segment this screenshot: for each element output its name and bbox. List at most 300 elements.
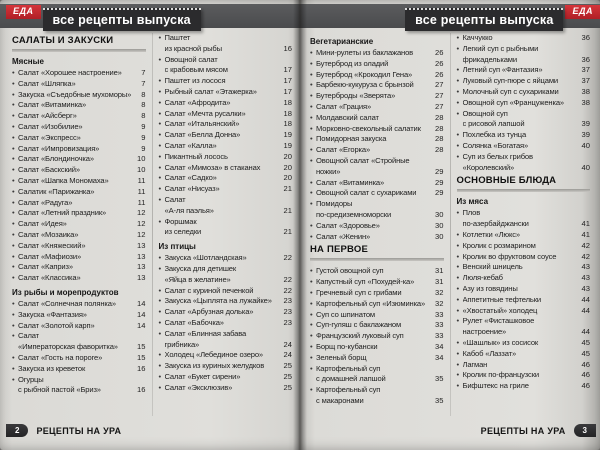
bullet-icon: •: [158, 350, 162, 360]
recipe-page-number: 44: [581, 327, 590, 337]
recipe-name: Салат «Каприз»: [18, 262, 73, 272]
column-divider: [450, 33, 451, 416]
recipe-name: Салат «Золотой карп»: [18, 320, 95, 330]
recipe-name: Бутерброды «Зверята»: [316, 91, 396, 101]
recipe-page-number: 40: [581, 140, 590, 150]
toc-item: [310, 124, 444, 135]
recipe-name: Аппетитные тефтельки: [462, 294, 541, 304]
bullet-icon: •: [310, 309, 313, 319]
bullet-icon: •: [310, 177, 313, 187]
recipe-name: Молочный суп с сухариками: [462, 86, 559, 96]
bullet-icon: •: [310, 352, 313, 362]
bullet-icon: •: [158, 253, 162, 263]
recipe-page-number: 36: [581, 33, 590, 42]
bullet-icon: •: [456, 283, 460, 293]
recipe-name: Салат «Импровизация»: [18, 143, 100, 153]
bullet-icon: •: [12, 175, 15, 185]
bullet-icon: •: [456, 151, 460, 161]
recipe-name: Салат «Айсберг»: [18, 111, 77, 121]
bullet-icon: •: [12, 331, 15, 341]
recipe-page-number: 29: [435, 177, 444, 187]
bullet-icon: •: [456, 251, 460, 261]
bullet-icon: •: [158, 328, 162, 338]
toc-item: [12, 353, 146, 364]
recipe-name: Капустный суп «Похудей-ка»: [316, 277, 415, 287]
recipe-name: Гречневый суп с грибами: [316, 287, 402, 297]
recipe-page-number: 42: [581, 251, 590, 261]
bullet-icon: •: [456, 337, 460, 347]
toc-item: [457, 284, 591, 295]
toc-item: [12, 144, 146, 155]
toc-item: [457, 241, 591, 252]
toc-item: [457, 252, 591, 263]
recipe-name: Суп из белых грибов «Королевский»: [462, 151, 533, 172]
recipe-page-number: 15: [137, 352, 146, 362]
subsection-heading: Мясные: [12, 57, 44, 66]
bullet-icon: •: [12, 208, 15, 218]
recipe-page-number: 26: [435, 48, 444, 57]
recipe-page-number: 43: [581, 273, 590, 283]
recipe-name: Салат «Здоровье»: [316, 220, 380, 230]
recipe-page-number: 23: [283, 307, 292, 317]
recipe-name: Салат «Баскский»: [18, 165, 80, 175]
toc-item: [159, 383, 293, 394]
recipe-name: Салат «Классика»: [18, 273, 81, 283]
toc-item: [159, 217, 293, 239]
page-number-badge: 3: [574, 424, 596, 437]
recipe-name: Бутерброд «Крокодил Гена»: [316, 69, 413, 79]
toc-item: [12, 154, 146, 165]
recipe-page-number: 14: [137, 320, 146, 330]
bullet-icon: •: [12, 89, 15, 99]
left-header-banner: [0, 4, 300, 28]
section-heading: ОСНОВНЫЕ БЛЮДА: [456, 175, 557, 187]
right-footer: [300, 424, 600, 437]
bullet-icon: •: [12, 273, 15, 283]
toc-item: [12, 273, 146, 284]
recipe-name: Салат «Шапка Мономаха»: [18, 175, 109, 185]
toc-item: [12, 68, 146, 79]
recipe-page-number: 30: [435, 220, 444, 230]
toc-item: [310, 59, 444, 70]
recipe-name: Холодец «Лебединое озеро»: [164, 350, 263, 360]
bullet-icon: •: [310, 385, 313, 395]
recipe-name: Каччукко: [462, 33, 493, 42]
bullet-icon: •: [456, 273, 460, 283]
toc-item: [310, 288, 444, 299]
recipe-page-number: 25: [283, 361, 292, 371]
recipe-page-number: 29: [435, 166, 444, 176]
toc-item: [457, 381, 591, 392]
recipe-name: Помидоры по-средиземноморски: [316, 199, 392, 219]
toc-item: [457, 338, 591, 349]
recipe-name: Салат «Эксклюзив»: [164, 382, 233, 392]
section-heading: НА ПЕРВОЕ: [310, 244, 369, 256]
right-page: [300, 0, 600, 450]
recipe-name: Салат «Гость на пороге»: [18, 352, 103, 362]
toc-item: [310, 364, 444, 386]
toc-item: [159, 76, 293, 87]
toc-item: [457, 141, 591, 152]
bullet-icon: •: [456, 65, 460, 75]
bullet-icon: •: [12, 100, 15, 110]
recipe-page-number: 27: [435, 80, 444, 90]
bullet-icon: •: [158, 54, 162, 64]
recipe-name: Барбекю-кукуруза с брынзой: [316, 80, 414, 90]
recipe-name: Кролик по-французски: [462, 370, 539, 380]
bullet-icon: •: [456, 33, 460, 42]
recipe-page-number: 27: [435, 101, 444, 111]
bullet-icon: •: [310, 298, 313, 308]
recipe-page-number: 18: [283, 108, 292, 118]
recipe-page-number: 7: [141, 68, 146, 77]
toc-item: [12, 375, 146, 397]
bullet-icon: •: [12, 363, 15, 373]
recipe-name: Кабоб «Лаззат»: [462, 348, 517, 358]
bullet-icon: •: [310, 48, 313, 57]
page-number-badge: 2: [6, 424, 28, 437]
toc-item: [310, 199, 444, 221]
bullet-icon: •: [158, 361, 162, 371]
recipe-page-number: 46: [581, 381, 590, 391]
toc-item: [457, 208, 591, 230]
toc-item: [159, 296, 293, 307]
bullet-icon: •: [12, 121, 15, 131]
bullet-icon: •: [310, 155, 313, 165]
recipe-name: Овощной салат с сухариками: [316, 188, 417, 198]
recipe-page-number: 13: [137, 262, 146, 272]
recipe-page-number: 11: [137, 175, 146, 185]
recipe-page-number: 28: [435, 112, 444, 122]
recipe-name: Молдавский салат: [316, 112, 379, 122]
section-heading: САЛАТЫ И ЗАКУСКИ: [12, 35, 114, 46]
bullet-icon: •: [310, 69, 313, 79]
recipe-page-number: 8: [141, 100, 146, 110]
recipe-page-number: 28: [435, 123, 444, 133]
toc-item: [12, 187, 146, 198]
toc-item: [310, 277, 444, 288]
recipe-page-number: 41: [581, 219, 590, 229]
recipe-name: Венский шницель: [462, 262, 523, 272]
toc-item: [310, 221, 444, 232]
recipe-page-number: 46: [581, 359, 590, 369]
recipe-name: Суп-гуляш с баклажаном: [316, 320, 402, 330]
bullet-icon: •: [12, 78, 15, 88]
toc-item: [310, 353, 444, 364]
recipe-page-number: 16: [137, 385, 146, 395]
toc-item: [159, 286, 293, 297]
section-rule: [12, 49, 146, 52]
recipe-page-number: 8: [141, 89, 146, 99]
recipe-page-number: 25: [283, 371, 292, 381]
recipe-name: Бутерброд из оладий: [316, 58, 389, 68]
recipe-page-number: 22: [283, 253, 292, 263]
recipe-name: Салат «А-ля паэлья»: [164, 194, 214, 215]
recipe-name: Закуска «Съедобные мухоморы»: [18, 89, 132, 99]
recipe-name: Салат «Императорская фаворитка»: [18, 331, 118, 352]
toc-item: [159, 163, 293, 174]
bullet-icon: •: [310, 91, 313, 101]
toc-item: [457, 44, 591, 66]
recipe-page-number: 31: [435, 266, 444, 276]
recipe-name: Салат «Летний праздник»: [18, 208, 107, 218]
recipe-page-number: 37: [581, 76, 590, 86]
recipe-name: Овощной салат с крабовым мясом: [164, 54, 228, 75]
subsection-heading: Вегетарианские: [310, 37, 374, 46]
recipe-name: Люля-кебаб: [462, 273, 503, 283]
recipe-page-number: 9: [141, 132, 146, 142]
recipe-name: Луковый суп-пюре с яйцами: [462, 76, 558, 86]
bullet-icon: •: [456, 305, 460, 315]
recipe-page-number: 35: [435, 395, 444, 405]
toc-item: [310, 266, 444, 277]
recipe-page-number: 25: [283, 382, 292, 392]
bullet-icon: •: [456, 130, 460, 140]
toc-item: [457, 370, 591, 381]
bullet-icon: •: [310, 266, 313, 276]
recipe-page-number: 43: [581, 262, 590, 272]
bullet-icon: •: [158, 33, 162, 42]
bullet-icon: •: [310, 112, 313, 122]
bullet-icon: •: [12, 219, 15, 229]
bullet-icon: •: [12, 309, 15, 319]
recipe-page-number: 30: [435, 231, 444, 241]
recipe-page-number: 29: [435, 188, 444, 198]
toc-item: [310, 310, 444, 321]
toc-item: [159, 109, 293, 120]
toc-item: [159, 307, 293, 318]
recipe-name: Салат «Хорошее настроение»: [18, 68, 122, 77]
toc-item: [310, 80, 444, 91]
bullet-icon: •: [456, 140, 460, 150]
bullet-icon: •: [12, 320, 15, 330]
bullet-icon: •: [12, 262, 15, 272]
bullet-icon: •: [158, 371, 162, 381]
recipe-name: Огурцы с рыбной пастой «Бриз»: [18, 374, 101, 395]
toc-item: [159, 55, 293, 77]
recipe-page-number: 24: [283, 350, 292, 360]
bullet-icon: •: [158, 216, 162, 226]
bullet-icon: •: [456, 86, 460, 96]
recipe-page-number: 14: [137, 309, 146, 319]
recipe-page-number: 23: [283, 296, 292, 306]
recipe-page-number: 13: [137, 273, 146, 283]
recipe-page-number: 42: [581, 240, 590, 250]
recipe-name: Борщ по-кубански: [316, 341, 378, 351]
recipe-name: Салат «Мозаика»: [18, 229, 79, 239]
toc-item: [310, 134, 444, 145]
bullet-icon: •: [12, 186, 15, 196]
bullet-icon: •: [12, 132, 15, 142]
section-rule: [310, 258, 444, 261]
bullet-icon: •: [12, 352, 15, 362]
toc-item: [159, 152, 293, 163]
bullet-icon: •: [310, 101, 313, 111]
toc-item: [310, 178, 444, 189]
recipe-name: Картофельный суп с макаронами: [316, 385, 381, 405]
recipe-name: Салат «Солнечная полянка»: [18, 298, 116, 308]
bullet-icon: •: [158, 173, 162, 183]
recipe-page-number: 21: [283, 184, 292, 194]
recipe-page-number: 16: [283, 43, 292, 53]
recipe-page-number: 34: [435, 352, 444, 362]
recipe-page-number: 20: [283, 173, 292, 183]
footer-title: РЕЦЕПТЫ НА УРА: [36, 425, 122, 436]
toc-item: [159, 264, 293, 286]
header-title-left: все рецепты выпуска: [43, 8, 201, 31]
recipe-page-number: 44: [581, 305, 590, 315]
recipe-name: Салат «Мечта русалки»: [164, 108, 246, 118]
bullet-icon: •: [158, 86, 162, 96]
recipe-page-number: 39: [581, 119, 590, 129]
bullet-icon: •: [158, 263, 162, 273]
bullet-icon: •: [310, 134, 313, 144]
bullet-icon: •: [158, 307, 162, 317]
toc-item: [12, 165, 146, 176]
recipe-page-number: 16: [137, 363, 146, 373]
recipe-page-number: 33: [435, 331, 444, 341]
bullet-icon: •: [158, 317, 162, 327]
left-footer: [0, 424, 300, 437]
recipe-name: Салат «Белла Донна»: [164, 130, 241, 140]
recipe-name: Пикантный лосось: [164, 151, 228, 161]
toc-item: [12, 133, 146, 144]
recipe-name: Рулет «Фисташковое настроение»: [462, 316, 535, 337]
toc-item: [457, 98, 591, 109]
toc-item: [159, 184, 293, 195]
subsection-heading: Из птицы: [158, 242, 196, 252]
recipe-name: Морковно-свекольный салатик: [316, 123, 421, 133]
recipe-name: Кролик с розмарином: [462, 240, 536, 250]
recipe-page-number: 41: [581, 229, 590, 239]
recipe-page-number: 10: [137, 154, 146, 164]
recipe-page-number: 22: [283, 274, 292, 284]
recipe-name: Солянка «Богатая»: [462, 140, 529, 150]
recipe-name: «Шашлык» из сосисок: [462, 337, 539, 347]
toc-item: [310, 113, 444, 124]
recipe-name: Салат «Грация»: [316, 101, 372, 111]
recipe-page-number: 31: [435, 277, 444, 287]
recipe-page-number: 44: [581, 294, 590, 304]
toc-item: [457, 65, 591, 76]
bullet-icon: •: [12, 111, 15, 121]
toc-item: [12, 230, 146, 241]
recipe-page-number: 32: [435, 287, 444, 297]
toc-item: [310, 48, 444, 59]
bullet-icon: •: [456, 370, 460, 380]
recipe-page-number: 13: [137, 240, 146, 250]
recipe-page-number: 27: [435, 91, 444, 101]
bullet-icon: •: [158, 151, 162, 161]
left-page-content: [12, 33, 292, 416]
recipe-name: Паштет из красной рыбы: [164, 33, 222, 53]
bullet-icon: •: [158, 140, 162, 150]
recipe-name: Плов по-азербайджански: [462, 208, 529, 229]
toc-item: [457, 87, 591, 98]
bullet-icon: •: [158, 194, 162, 204]
recipe-name: Салат «Идея»: [18, 219, 67, 229]
recipe-name: Паштет из лосося: [164, 76, 226, 86]
recipe-name: Закуска для детишек «Яйца в желатине»: [164, 263, 237, 284]
bullet-icon: •: [310, 80, 313, 90]
recipe-name: Кролик во фруктовом соусе: [462, 251, 557, 261]
toc-item: [12, 321, 146, 332]
recipe-name: Картофельный суп «Изюминка»: [316, 298, 426, 308]
toc-item: [159, 130, 293, 141]
toc-item: [12, 252, 146, 263]
recipe-page-number: 7: [141, 78, 146, 88]
recipe-name: Похлебка из тунца: [462, 130, 527, 140]
recipe-name: Картофельный суп с домашней лапшой: [316, 363, 386, 384]
recipe-name: Овощной суп с рисовой лапшой: [462, 108, 525, 129]
recipe-name: Салатик «Парижанка»: [18, 186, 95, 196]
bullet-icon: •: [12, 68, 15, 77]
recipe-page-number: 37: [581, 65, 590, 75]
toc-item: [457, 349, 591, 360]
recipe-name: Салат «Букет сирени»: [164, 371, 241, 381]
bullet-icon: •: [310, 220, 313, 230]
bullet-icon: •: [158, 108, 162, 118]
toc-item: [310, 102, 444, 113]
bullet-icon: •: [12, 374, 15, 384]
recipe-page-number: 34: [435, 341, 444, 351]
recipe-page-number: 33: [435, 309, 444, 319]
bullet-icon: •: [12, 143, 15, 153]
recipe-page-number: 26: [435, 69, 444, 79]
recipe-page-number: 13: [137, 251, 146, 261]
recipe-name: Салат «Витаминка»: [18, 100, 87, 110]
toc-item: [159, 318, 293, 329]
recipe-page-number: 14: [137, 298, 146, 308]
recipe-page-number: 28: [435, 145, 444, 155]
recipe-name: Салат «Калла»: [164, 140, 217, 150]
recipe-page-number: 18: [283, 119, 292, 129]
toc-item: [12, 100, 146, 111]
toc-column-3: [310, 33, 444, 416]
recipe-page-number: 23: [283, 317, 292, 327]
recipe-page-number: 19: [283, 130, 292, 140]
recipe-page-number: 33: [435, 320, 444, 330]
toc-item: [457, 130, 591, 141]
bullet-icon: •: [158, 97, 162, 107]
bullet-icon: •: [310, 58, 313, 68]
toc-item: [159, 361, 293, 372]
recipe-page-number: 17: [283, 65, 292, 75]
bullet-icon: •: [456, 316, 460, 326]
toc-item: [12, 208, 146, 219]
bullet-icon: •: [456, 359, 460, 369]
recipe-name: Французский луковый суп: [316, 331, 404, 341]
toc-item: [12, 111, 146, 122]
toc-item: [457, 230, 591, 241]
toc-item: [12, 262, 146, 273]
toc-item: [457, 295, 591, 306]
recipe-page-number: 9: [141, 121, 146, 131]
bullet-icon: •: [456, 108, 460, 118]
bullet-icon: •: [456, 229, 460, 239]
recipe-name: Закуска из куриных желудков: [164, 361, 265, 371]
toc-item: [159, 173, 293, 184]
bullet-icon: •: [310, 320, 313, 330]
recipe-name: Рыбный салат «Этажерка»: [164, 86, 257, 96]
bullet-icon: •: [456, 262, 460, 272]
toc-item: [12, 310, 146, 321]
bullet-icon: •: [158, 382, 162, 392]
bullet-icon: •: [12, 229, 15, 239]
subsection-heading: Из мяса: [456, 197, 489, 207]
recipe-name: Салат «Садко»: [164, 173, 217, 183]
recipe-page-number: 45: [581, 348, 590, 358]
